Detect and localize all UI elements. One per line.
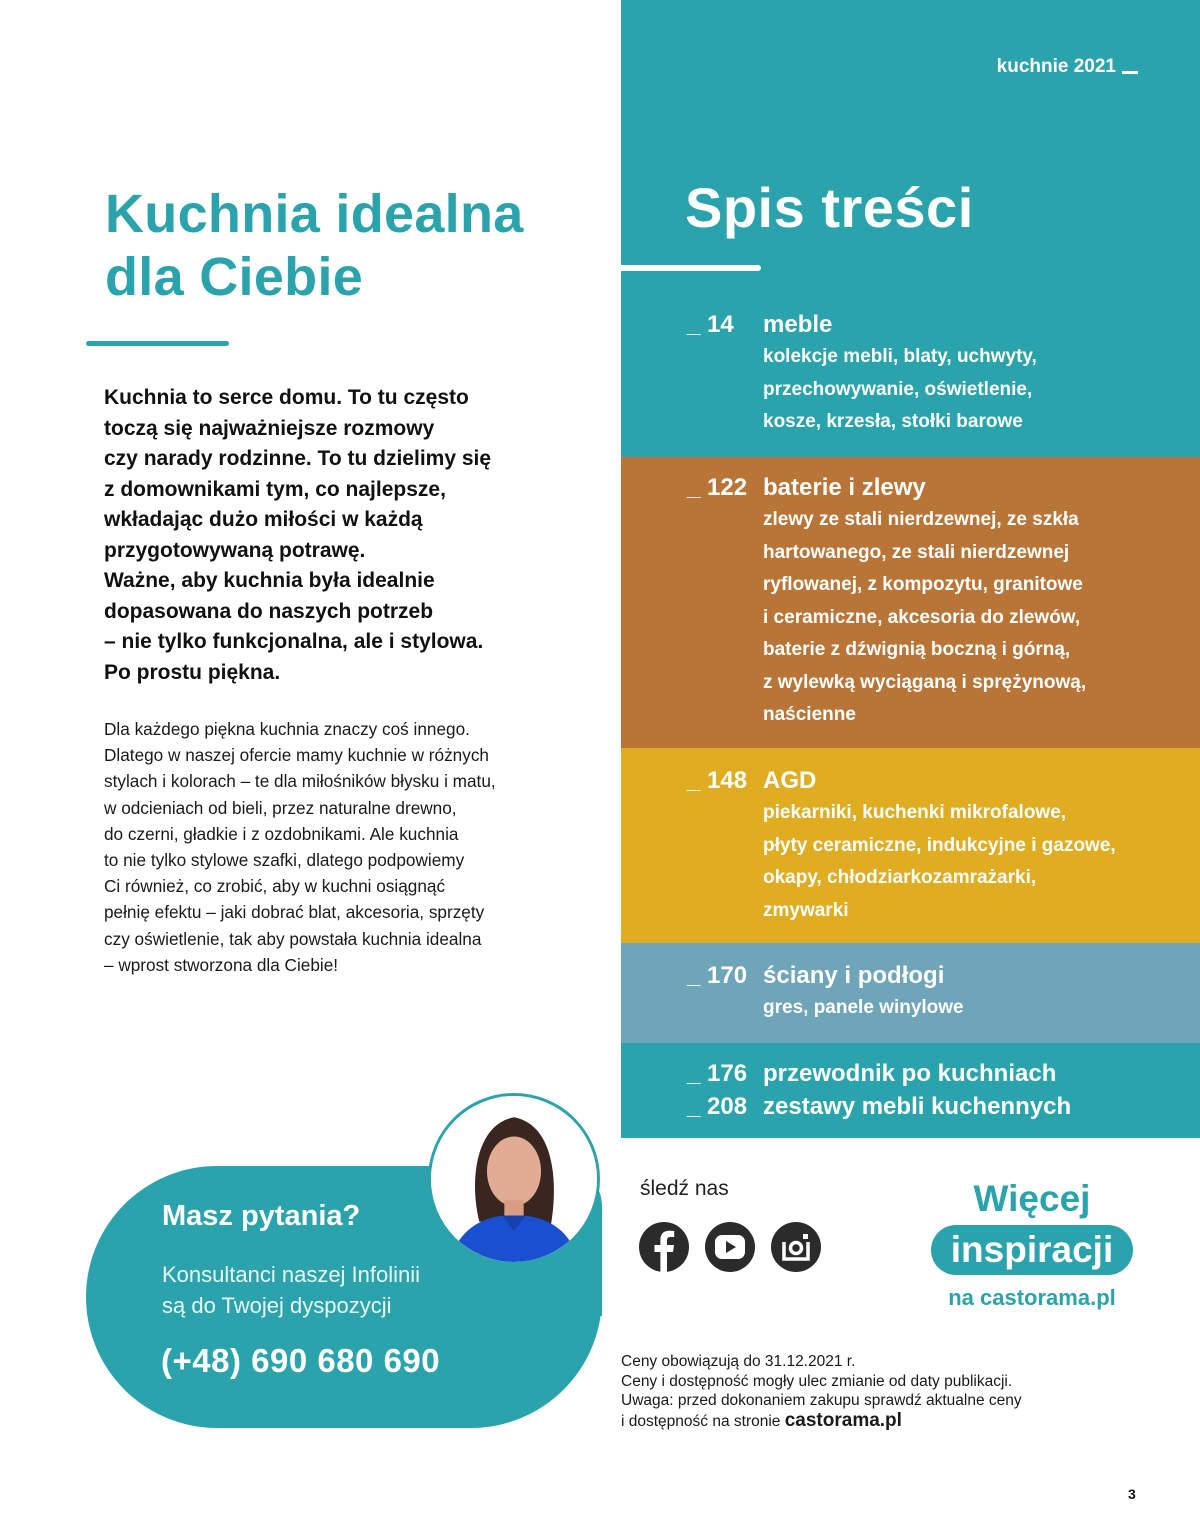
instagram-icon[interactable] [771, 1222, 821, 1272]
toc-desc-line: kolekcje mebli, blaty, uchwyty, [763, 346, 1037, 367]
intro-title [105, 183, 585, 309]
lead-line: – nie tylko funkcjonalna, ale i stylowa. [104, 630, 484, 653]
youtube-icon[interactable] [705, 1222, 755, 1272]
lead-line: Po prostu piękna. [104, 660, 281, 684]
contact-title: Masz pytania? [162, 1200, 361, 1232]
disclaimer-line: Uwaga: przed dokonaniem zakupu sprawdź aktualne ceny [621, 1392, 1022, 1409]
consultant-avatar [428, 1093, 600, 1265]
toc-panel [621, 0, 1200, 1138]
social-links [639, 1222, 821, 1272]
toc-desc-line: piekarniki, kuchenki mikrofalowe, [763, 802, 1067, 823]
toc-desc-line: baterie z dźwignią boczną i górną, [763, 639, 1071, 660]
toc-page-number: _ 208 [687, 1093, 748, 1120]
promo-line1: Więcej [973, 1178, 1091, 1219]
disclaimer-line [621, 1411, 1022, 1432]
toc-desc-line: i ceramiczne, akcesoria do zlewów, [763, 606, 1081, 628]
lead-line: Ważne, aby kuchnia była idealnie [104, 569, 435, 592]
toc-title-underline [621, 265, 761, 271]
toc-page-number: _ 170 [687, 962, 748, 989]
disclaimer-prefix: i dostępność na stronie [621, 1412, 785, 1430]
toc-desc-line: płyty ceramiczne, indukcyjne i gazowe, [763, 834, 1116, 856]
toc-desc-line: ryflowanej, z kompozytu, granitowe [763, 574, 1083, 595]
disclaimer-line: Ceny i dostępność mogły ulec zmianie od daty publikacji. [621, 1372, 1013, 1390]
toc-desc-line: kosze, krzesła, stołki barowe [763, 411, 1023, 432]
contact-description [162, 1259, 420, 1321]
toc-desc-line: przechowywanie, oświetlenie, [763, 378, 1033, 400]
contact-desc-line: Konsultanci naszej Infolinii [162, 1262, 421, 1287]
toc-title: Spis treści [685, 176, 974, 239]
follow-us-label: śledź nas [640, 1177, 729, 1200]
intro-body-paragraph [104, 716, 574, 978]
catalog-kicker [997, 56, 1138, 78]
toc-page-number: _ 122 [687, 474, 748, 501]
lead-line: czy narady rodzinne. To tu dzielimy się [104, 447, 492, 470]
toc-section-desc [763, 504, 1187, 732]
body-line: Dla każdego piękna kuchnia znaczy coś innego. [104, 719, 470, 739]
page-number: 3 [1128, 1486, 1136, 1502]
promo-site-link[interactable]: na castorama.pl [948, 1285, 1116, 1310]
toc-section-desc [763, 992, 1187, 1025]
lead-line: Kuchnia to serce domu. To tu często [104, 386, 469, 409]
body-line: pełnię efektu – jaki dobrać blat, akcesoria, sprzęty [104, 902, 485, 923]
body-line: Dlatego w naszej ofercie mamy kuchnie w różnych [104, 745, 489, 766]
lead-line: dopasowana do naszych potrzeb [104, 599, 434, 623]
body-line: do czerni, gładkie i z ozdobnikami. Ale kuchnia [104, 823, 459, 844]
toc-desc-line: gres, panele winylowe [763, 997, 964, 1018]
toc-section-desc [763, 797, 1187, 927]
contact-desc-line: są do Twojej dyspozycji [162, 1293, 392, 1318]
body-line: stylach i kolorach – te dla miłośników błysku i matu, [104, 771, 496, 792]
toc-section-label: meble [763, 311, 833, 338]
intro-title-line2: dla Ciebie [105, 247, 364, 307]
body-line: Ci również, co zrobić, aby w kuchni osiągnąć [104, 876, 446, 897]
promo-pill: inspiracji [931, 1225, 1133, 1275]
title-underline-divider [86, 341, 229, 346]
promo-more-inspiration[interactable] [920, 1175, 1144, 1311]
toc-page-number: _ 176 [687, 1060, 748, 1087]
toc-page-number: _ 14 [687, 311, 734, 338]
toc-entry-zestawy[interactable] [687, 1091, 1187, 1123]
toc-section-label: przewodnik po kuchniach [763, 1060, 1057, 1087]
lead-line: przygotowywaną potrawę. [104, 538, 366, 562]
intro-title-line1: Kuchnia idealna [105, 184, 524, 244]
toc-entry-meble[interactable] [687, 309, 1187, 439]
lead-line: wkładając dużo miłości w każdą [104, 508, 423, 531]
toc-section-desc [763, 341, 1187, 439]
lead-line: toczą się najważniejsze rozmowy [104, 416, 435, 440]
toc-desc-line: okapy, chłodziarkozamrażarki, [763, 867, 1037, 888]
castorama-link[interactable]: castorama.pl [784, 1409, 902, 1431]
toc-desc-line: zmywarki [763, 899, 849, 921]
consultant-photo-icon [431, 1096, 597, 1262]
body-line: to nie tylko stylowe szafki, dlatego podpowiemy [104, 850, 465, 871]
toc-desc-line: zlewy ze stali nierdzewnej, ze szkła [763, 509, 1079, 530]
toc-entry-przewodnik[interactable] [687, 1058, 1187, 1090]
toc-section-label: baterie i zlewy [763, 474, 926, 501]
body-line: czy oświetlenie, tak aby powstała kuchnia idealna [104, 928, 482, 949]
toc-section-label: AGD [763, 767, 817, 794]
kicker-text: kuchnie 2021 [996, 56, 1116, 77]
toc-desc-line: z wylewką wyciąganą i sprężynową, [763, 671, 1087, 693]
intro-lead-paragraph [104, 383, 574, 688]
toc-desc-line: naścienne [763, 704, 856, 725]
kicker-dash [1122, 71, 1138, 74]
body-line: – wprost stworzona dla Ciebie! [104, 954, 339, 975]
body-line: w odcieniach od bieli, przez naturalne drewno, [104, 797, 457, 818]
toc-entry-agd[interactable] [687, 765, 1187, 927]
contact-phone-number[interactable]: (+48) 690 680 690 [161, 1342, 441, 1379]
toc-desc-line: hartowanego, ze stali nierdzewnej [763, 541, 1070, 563]
price-disclaimer [621, 1352, 1022, 1431]
toc-section-label: zestawy mebli kuchennych [763, 1093, 1072, 1120]
toc-entry-sciany-i-podlogi[interactable] [687, 960, 1187, 1025]
toc-entry-baterie-i-zlewy[interactable] [687, 472, 1187, 732]
toc-page-number: _ 148 [687, 767, 748, 794]
disclaimer-line: Ceny obowiązują do 31.12.2021 r. [621, 1353, 856, 1370]
toc-section-label: ściany i podłogi [763, 962, 945, 989]
facebook-icon[interactable] [639, 1222, 689, 1272]
lead-line: z domownikami tym, co najlepsze, [104, 477, 446, 501]
